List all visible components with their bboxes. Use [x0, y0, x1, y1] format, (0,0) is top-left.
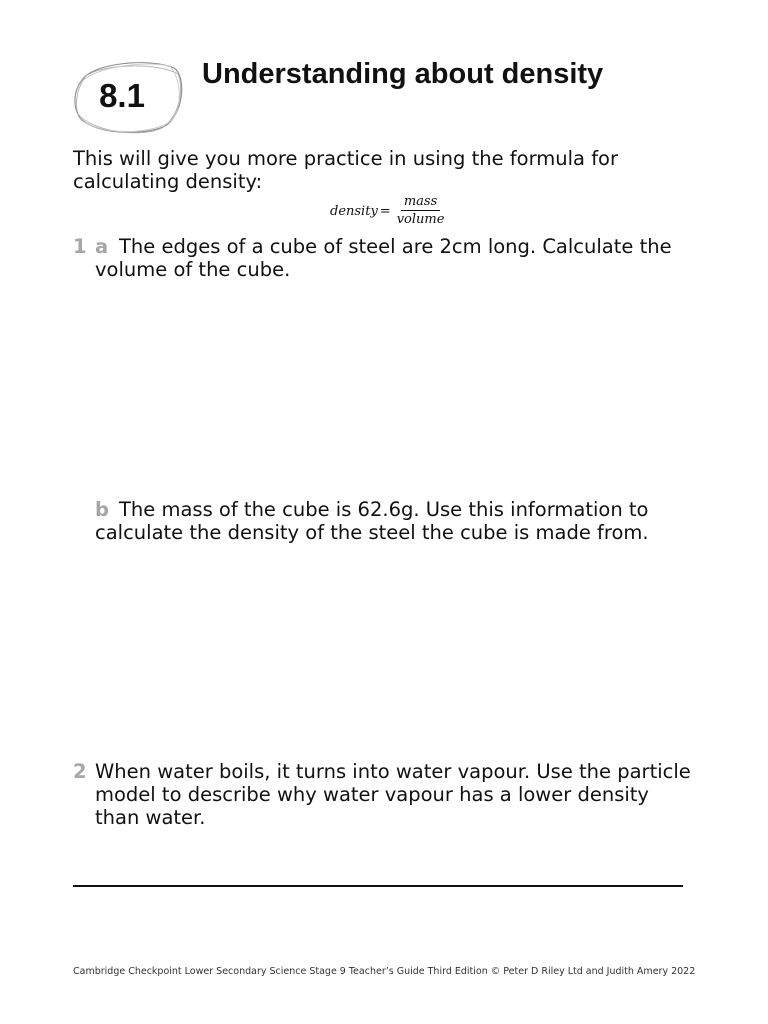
section-number: 8.1: [99, 77, 145, 114]
question-1b-label: b: [95, 498, 109, 521]
question-1a-label: a: [95, 235, 109, 258]
formula-fraction: [394, 195, 448, 228]
copyright-footer: Cambridge Checkpoint Lower Secondary Science Stage 9 Teacher’s Guide Third Edition © Peter D Riley Ltd and Judith Amery 2022: [73, 966, 696, 977]
question-1b-text: The mass of the cube is 62.6g. Use this information to calculate the density of the steel the cube is made from.: [95, 498, 649, 544]
question-1-number: 1: [73, 235, 87, 258]
section-number-badge: [72, 58, 184, 136]
answer-line: [73, 885, 683, 887]
density-formula: [330, 195, 447, 228]
question-2-number: 2: [73, 760, 87, 783]
question-1a-text: The edges of a cube of steel are 2cm long. Calculate the volume of the cube.: [95, 235, 672, 281]
question-2-text: When water boils, it turns into water vapour. Use the particle model to describe why water vapour has a lower density than water.: [95, 760, 691, 829]
formula-lhs: density: [330, 204, 378, 219]
formula-numerator: mass: [401, 195, 440, 211]
page-title: Understanding about density: [202, 58, 604, 90]
formula-denominator: volume: [396, 212, 445, 227]
formula-equals: =: [379, 204, 391, 219]
intro-text: This will give you more practice in using the formula for calculating density:: [73, 147, 619, 193]
